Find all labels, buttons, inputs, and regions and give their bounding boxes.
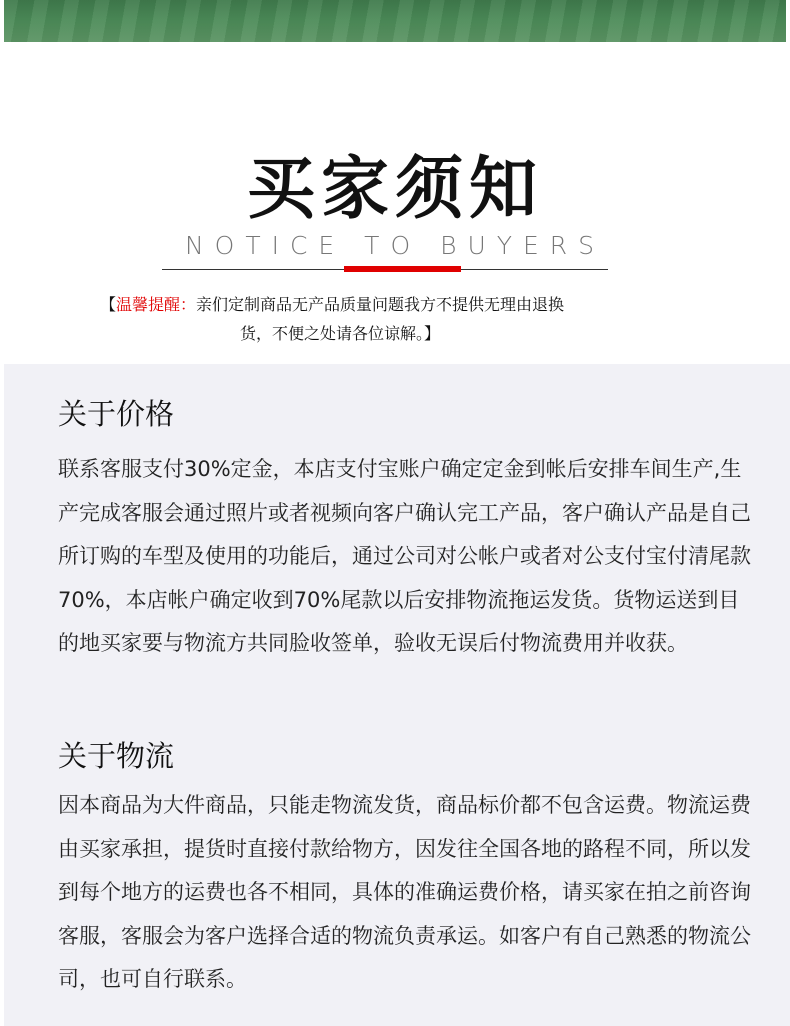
notice-text-line1: 亲们定制商品无产品质量问题我方不提供无理由退换	[196, 295, 565, 314]
notice-text-line2: 货，不便之处请各位谅解。】	[240, 324, 441, 343]
section-body-logistics: 因本商品为大件商品，只能走物流发货，商品标价都不包含运费。物流运费由买家承担，提货时直接付款给物方，因发往全国各地的路程不同，所以发到每个地方的运费也各不相同，具体的准确运费价格，请买家在拍之前咨询客服，客服会为客户选择合适的物流负责承运。如客户有自己熟悉的物流公司，也可自行联系。	[58, 793, 751, 991]
section-body-price: 联系客服支付30%定金，本店支付宝账户确定定金到帐后安排车间生产,生产完成客服会通过照片或者视频向客户确认完工产品，客户确认产品是自己所订购的车型及使用的功能后，通过公司对公帐户或者对公支付宝付清尾款70%，本店帐户确定收到70%尾款以后安排物流拖运发货。货物运送到目的地买家要与物流方共同脸收签单，验收无误后付物流费用并收获。	[58, 457, 751, 655]
info-card	[4, 364, 790, 1026]
notice-open-bracket: 【	[100, 295, 117, 314]
page-title: 买家须知	[246, 150, 543, 229]
section-title-price: 关于价格	[58, 397, 175, 431]
notice-banner	[100, 290, 700, 348]
page-subtitle: NOTICE TO BUYERS	[184, 231, 606, 260]
top-banner-image	[4, 0, 786, 42]
section-title-logistics: 关于物流	[58, 739, 175, 773]
notice-label: 温馨提醒：	[116, 295, 197, 314]
title-divider-accent	[344, 266, 461, 272]
